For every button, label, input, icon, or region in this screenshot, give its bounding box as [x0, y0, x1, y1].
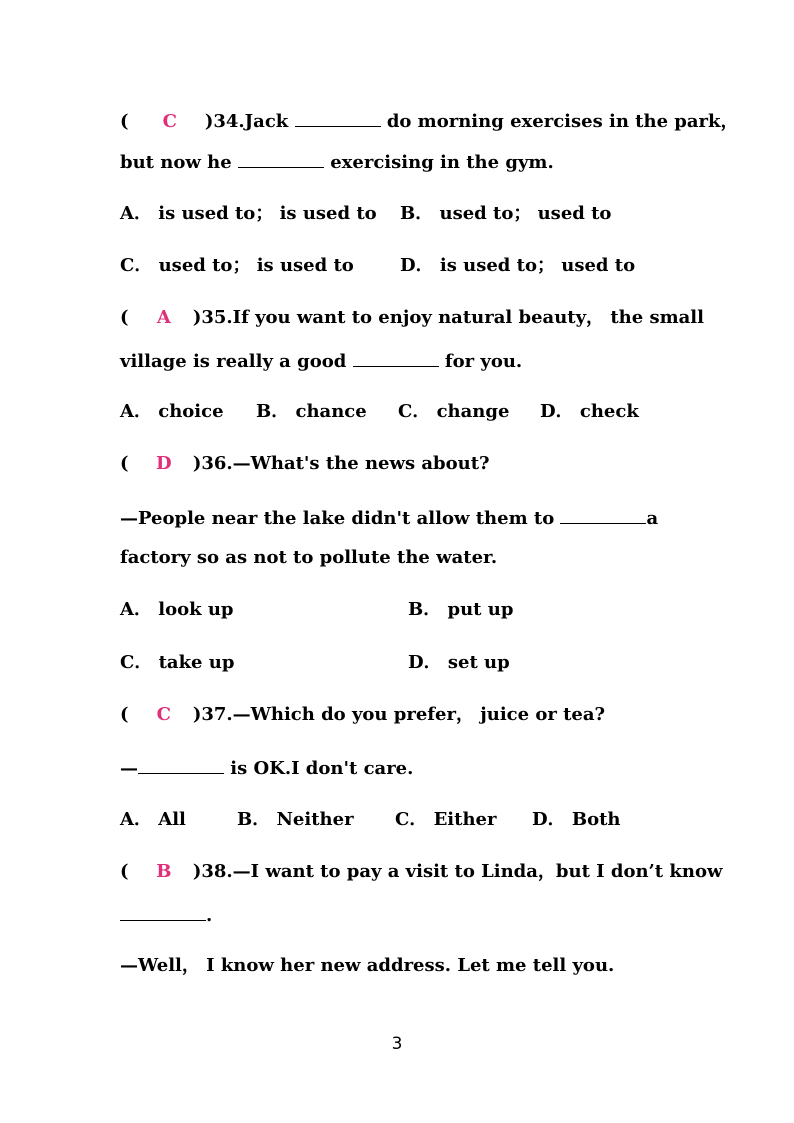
q36-paren: (: [120, 453, 129, 474]
q34-option-b[interactable]: B． used to； used to: [400, 203, 612, 224]
q36-option-c[interactable]: C． take up: [120, 652, 235, 673]
q37-option-a[interactable]: A． All: [120, 809, 186, 830]
q35-stem-line2: [120, 348, 522, 374]
q36-line2-b: a: [646, 508, 659, 529]
q34-option-a[interactable]: A． is used to； is used to: [120, 203, 377, 224]
q37-stem-line1: [120, 703, 605, 727]
q37-paren: (: [120, 704, 129, 725]
q36-stem-line1: [120, 452, 490, 476]
q34-blank-1[interactable]: [295, 108, 381, 127]
q35-answer: A: [156, 307, 171, 328]
q38-paren: (: [120, 861, 129, 882]
q38-stem-line1: [120, 860, 722, 884]
q35-stem-line1: [120, 306, 704, 330]
q36-option-a[interactable]: A． look up: [120, 599, 234, 620]
q37-line2-b: is OK.I don't care.: [230, 758, 414, 779]
q37-text-a: )37.—Which do you prefer， juice or tea?: [192, 704, 606, 725]
q35-line2-b: for you.: [444, 351, 523, 372]
q34-stem-line1: [120, 108, 739, 134]
q37-option-b[interactable]: B． Neither: [237, 809, 354, 830]
q35-blank[interactable]: [353, 348, 439, 367]
q35-option-d[interactable]: D． check: [540, 401, 639, 422]
q34-text-b: do morning exercises in the park，: [386, 111, 739, 132]
q38-stem-line3: —Well， I know her new address. Let me tell you.: [120, 955, 615, 976]
q36-answer: D: [156, 453, 172, 474]
q36-text-a: )36.—What's the news about?: [192, 453, 490, 474]
q34-option-d[interactable]: D． is used to； used to: [400, 255, 636, 276]
q37-option-d[interactable]: D． Both: [532, 809, 621, 830]
q36-option-d[interactable]: D． set up: [408, 652, 510, 673]
q38-blank[interactable]: [120, 902, 206, 921]
q37-line2-a: —: [120, 758, 138, 779]
q34-stem-line2: [120, 149, 554, 175]
page-number: 3: [391, 1034, 403, 1054]
q35-option-c[interactable]: C． change: [398, 401, 510, 422]
q36-blank[interactable]: [560, 505, 646, 524]
q34-paren: (: [120, 111, 129, 132]
q34-line2-a: but now he: [120, 152, 232, 173]
q35-option-b[interactable]: B． chance: [256, 401, 367, 422]
q38-answer: B: [156, 861, 172, 882]
q37-option-c[interactable]: C． Either: [395, 809, 497, 830]
q35-line2-a: village is really a good: [120, 351, 347, 372]
q35-paren: (: [120, 307, 129, 328]
q34-text-a: )34.Jack: [204, 111, 289, 132]
q38-line2-b: .: [206, 905, 213, 926]
q36-option-b[interactable]: B． put up: [408, 599, 514, 620]
q37-stem-line2: [120, 755, 413, 781]
q36-stem-line2: [120, 505, 658, 531]
q34-answer: C: [162, 111, 177, 132]
q36-line2-a: —People near the lake didn't allow them to: [120, 508, 555, 529]
q35-option-a[interactable]: A． choice: [120, 401, 224, 422]
q34-option-c[interactable]: C． used to； is used to: [120, 255, 354, 276]
q38-text-a: )38.—I want to pay a visit to Linda，but I don’t know: [192, 861, 723, 882]
q37-answer: C: [156, 704, 171, 725]
q34-line2-b: exercising in the gym.: [330, 152, 554, 173]
q38-stem-line2: [120, 902, 212, 928]
q36-stem-line3: factory so as not to pollute the water.: [120, 547, 498, 568]
q35-text-a: )35.If you want to enjoy natural beauty， the small: [192, 307, 704, 328]
q34-blank-2[interactable]: [238, 149, 324, 168]
q37-blank[interactable]: [138, 755, 224, 774]
